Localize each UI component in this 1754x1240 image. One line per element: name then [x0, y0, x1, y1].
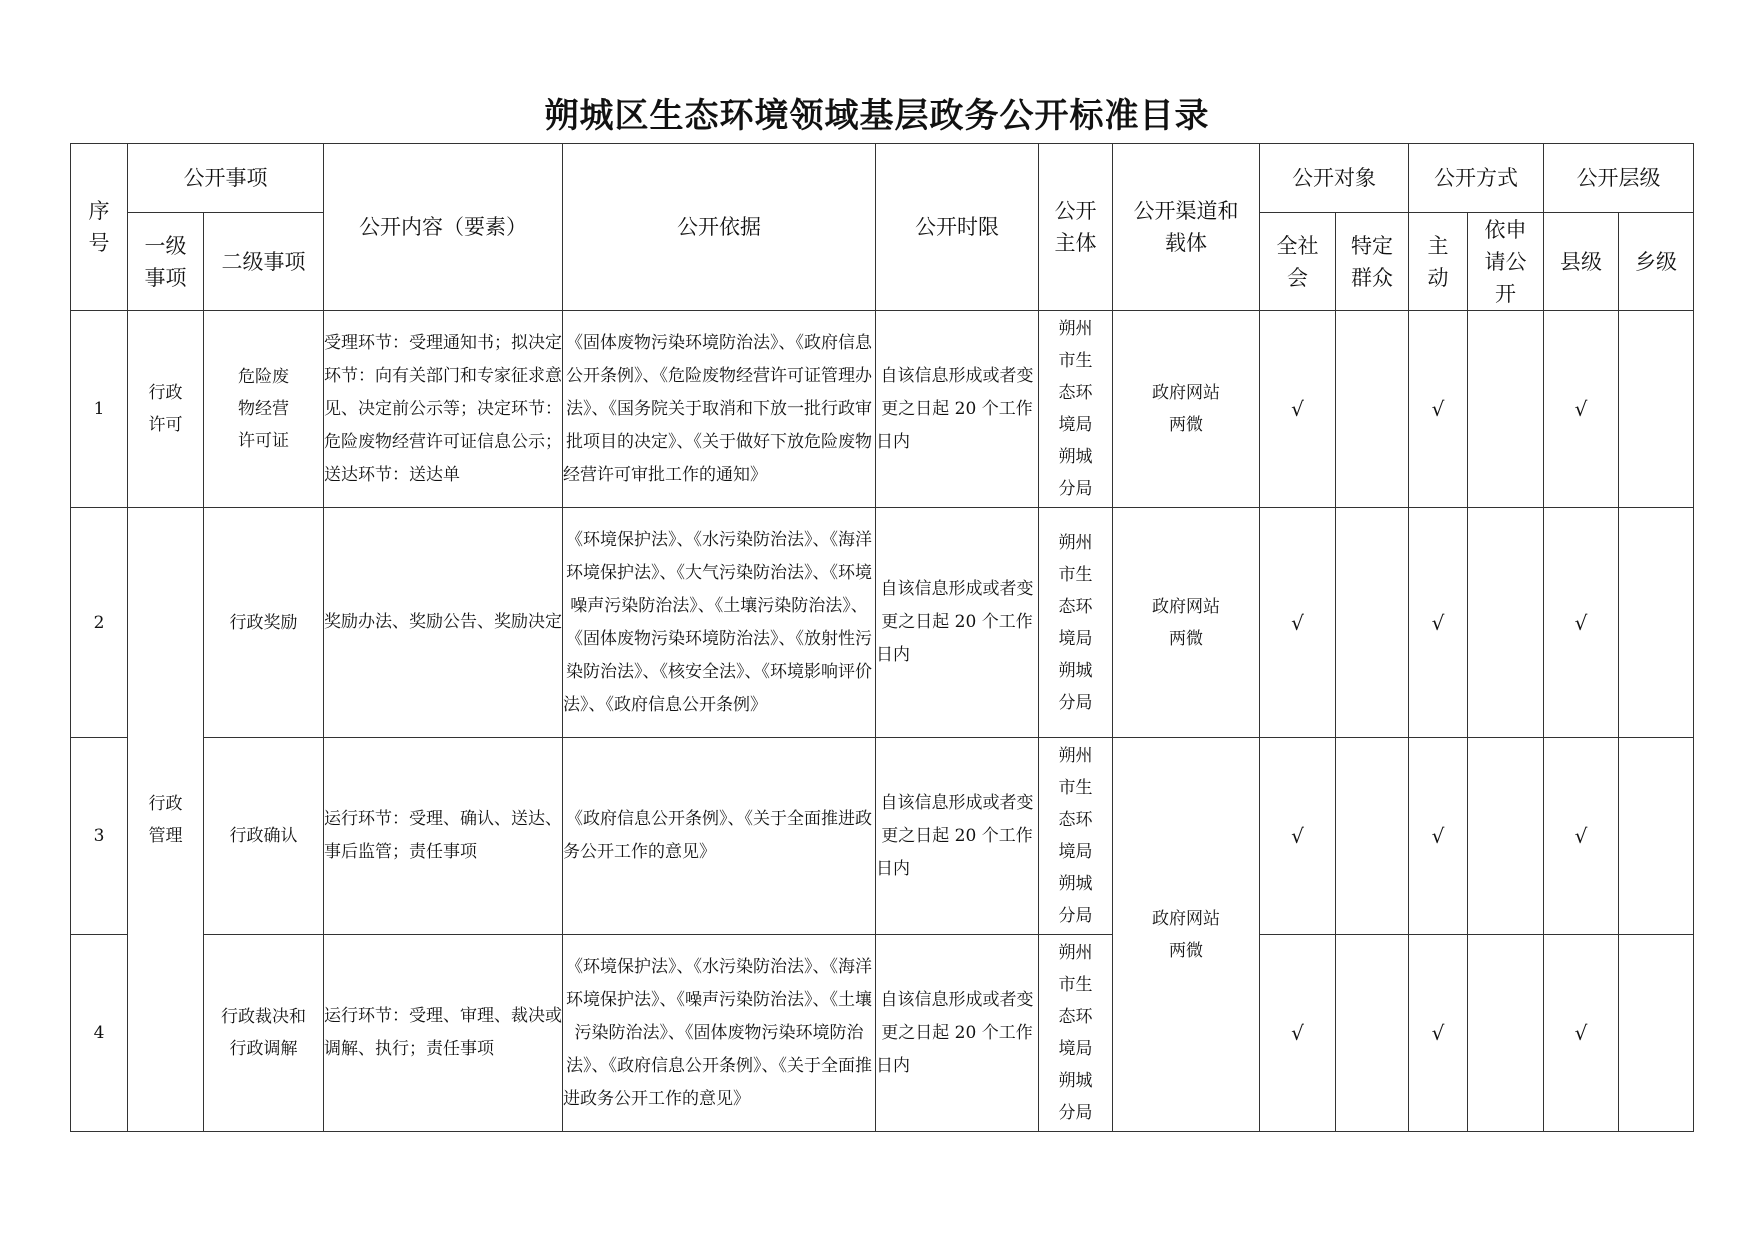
header-level-town: 乡级 [1619, 213, 1694, 311]
header-target-all-label: 全社会 [1276, 233, 1319, 290]
check-level-county: √ [1544, 935, 1619, 1132]
check-level-county: √ [1544, 508, 1619, 738]
header-subject [1039, 144, 1113, 311]
row-channel [1113, 738, 1260, 1132]
check-level-county: √ [1544, 311, 1619, 508]
page-title: 朔城区生态环境领域基层政务公开标准目录 [544, 96, 1210, 136]
header-method: 公开方式 [1409, 144, 1544, 213]
row-subject [1039, 935, 1113, 1132]
row-seq: 4 [71, 935, 128, 1132]
row-subject [1039, 311, 1113, 508]
cell-level-town [1619, 508, 1694, 738]
header-time-limit: 公开时限 [876, 144, 1039, 311]
row-seq: 3 [71, 738, 128, 935]
cell-method-request [1468, 311, 1544, 508]
row-basis: 《环境保护法》、《水污染防治法》、《海洋环境保护法》、《大气污染防治法》、《环境噪声污染防治法》、《土壤污染防治法》、《固体废物污染环境防治法》、《放射性污染防治法》、《核安全法》、《环境影响评价法》、《政府信息公开条例》 [563, 508, 876, 738]
header-target: 公开对象 [1260, 144, 1409, 213]
header-level: 公开层级 [1544, 144, 1694, 213]
row-subject [1039, 508, 1113, 738]
check-target-all: √ [1260, 311, 1336, 508]
cell-method-request [1468, 508, 1544, 738]
cell-level-town [1619, 935, 1694, 1132]
header-channel-label: 公开渠道和载体 [1133, 199, 1239, 255]
check-method-active: √ [1409, 508, 1468, 738]
cell-target-specific [1336, 508, 1409, 738]
row-level1-text: 行政许可 [148, 383, 183, 435]
row-level2-text: 行政裁决和行政调解 [221, 1007, 306, 1059]
row-level2 [204, 311, 324, 508]
row-content: 运行环节：受理、确认、送达、事后监管；责任事项 [324, 738, 563, 935]
row-level1 [128, 508, 204, 1132]
check-target-all: √ [1260, 738, 1336, 935]
catalog-table [70, 143, 1694, 1132]
row-subject-text: 朔州市生态环境局朔城分局 [1058, 532, 1093, 713]
cell-method-request [1468, 738, 1544, 935]
row-subject-text: 朔州市生态环境局朔城分局 [1058, 746, 1093, 926]
row-subject-text: 朔州市生态环境局朔城分局 [1058, 943, 1093, 1123]
row-content: 受理环节：受理通知书；拟决定环节：向有关部门和专家征求意见、决定前公示等；决定环节：危险废物经营许可证信息公示；送达环节：送达单 [324, 311, 563, 508]
check-target-all: √ [1260, 508, 1336, 738]
table-row [71, 508, 1694, 738]
row-channel [1113, 508, 1260, 738]
cell-target-specific [1336, 738, 1409, 935]
header-method-active-label: 主动 [1427, 233, 1449, 290]
header-public-item: 公开事项 [128, 144, 324, 213]
cell-level-town [1619, 738, 1694, 935]
cell-level-town [1619, 311, 1694, 508]
header-seq-label: 序号 [88, 199, 110, 255]
row-level2: 行政奖励 [204, 508, 324, 738]
header-target-specific [1336, 213, 1409, 311]
header-basis: 公开依据 [563, 144, 876, 311]
header-seq [71, 144, 128, 311]
header-level2: 二级事项 [204, 213, 324, 311]
header-content: 公开内容（要素） [324, 144, 563, 311]
row-level2-text: 危险废物经营许可证 [238, 367, 289, 451]
row-seq: 2 [71, 508, 128, 738]
row-level1-text: 行政管理 [148, 793, 183, 846]
check-method-active: √ [1409, 311, 1468, 508]
row-basis: 《固体废物污染环境防治法》、《政府信息公开条例》、《危险废物经营许可证管理办法》、《国务院关于取消和下放一批行政审批项目的决定》、《关于做好下放危险废物经营许可审批工作的通知》 [563, 311, 876, 508]
table-row [71, 935, 1694, 1132]
header-method-request [1468, 213, 1544, 311]
row-level2 [204, 935, 324, 1132]
header-method-request-label: 依申请公开 [1484, 217, 1527, 306]
row-subject [1039, 738, 1113, 935]
row-time-limit: 自该信息形成或者变更之日起 20 个工作日内 [876, 311, 1039, 508]
cell-method-request [1468, 935, 1544, 1132]
row-level2: 行政确认 [204, 738, 324, 935]
header-level-county: 县级 [1544, 213, 1619, 311]
header-target-all [1260, 213, 1336, 311]
row-channel-text: 政府网站两微 [1152, 596, 1220, 649]
row-basis: 《政府信息公开条例》、《关于全面推进政务公开工作的意见》 [563, 738, 876, 935]
header-subject-label: 公开主体 [1054, 199, 1097, 255]
table-row [71, 311, 1694, 508]
check-method-active: √ [1409, 935, 1468, 1132]
row-content: 奖励办法、奖励公告、奖励决定 [324, 508, 563, 738]
row-time-limit: 自该信息形成或者变更之日起 20 个工作日内 [876, 935, 1039, 1132]
row-seq: 1 [71, 311, 128, 508]
check-target-all: √ [1260, 935, 1336, 1132]
row-channel-text: 政府网站两微 [1152, 383, 1220, 435]
header-level1 [128, 213, 204, 311]
row-time-limit: 自该信息形成或者变更之日起 20 个工作日内 [876, 508, 1039, 738]
row-level1 [128, 311, 204, 508]
header-channel [1113, 144, 1260, 311]
cell-target-specific [1336, 935, 1409, 1132]
row-basis: 《环境保护法》、《水污染防治法》、《海洋环境保护法》、《噪声污染防治法》、《土壤污染防治法》、《固体废物污染环境防治法》、《政府信息公开条例》、《关于全面推进政务公开工作的意见》 [563, 935, 876, 1132]
row-subject-text: 朔州市生态环境局朔城分局 [1058, 319, 1093, 499]
header-level1-label: 一级事项 [144, 233, 187, 290]
check-method-active: √ [1409, 738, 1468, 935]
row-channel-text: 政府网站两微 [1152, 908, 1220, 961]
header-method-active [1409, 213, 1468, 311]
row-content: 运行环节：受理、审理、裁决或调解、执行；责任事项 [324, 935, 563, 1132]
table-row [71, 738, 1694, 935]
check-level-county: √ [1544, 738, 1619, 935]
row-time-limit: 自该信息形成或者变更之日起 20 个工作日内 [876, 738, 1039, 935]
header-target-specific-label: 特定群众 [1351, 233, 1393, 290]
row-channel [1113, 311, 1260, 508]
cell-target-specific [1336, 311, 1409, 508]
